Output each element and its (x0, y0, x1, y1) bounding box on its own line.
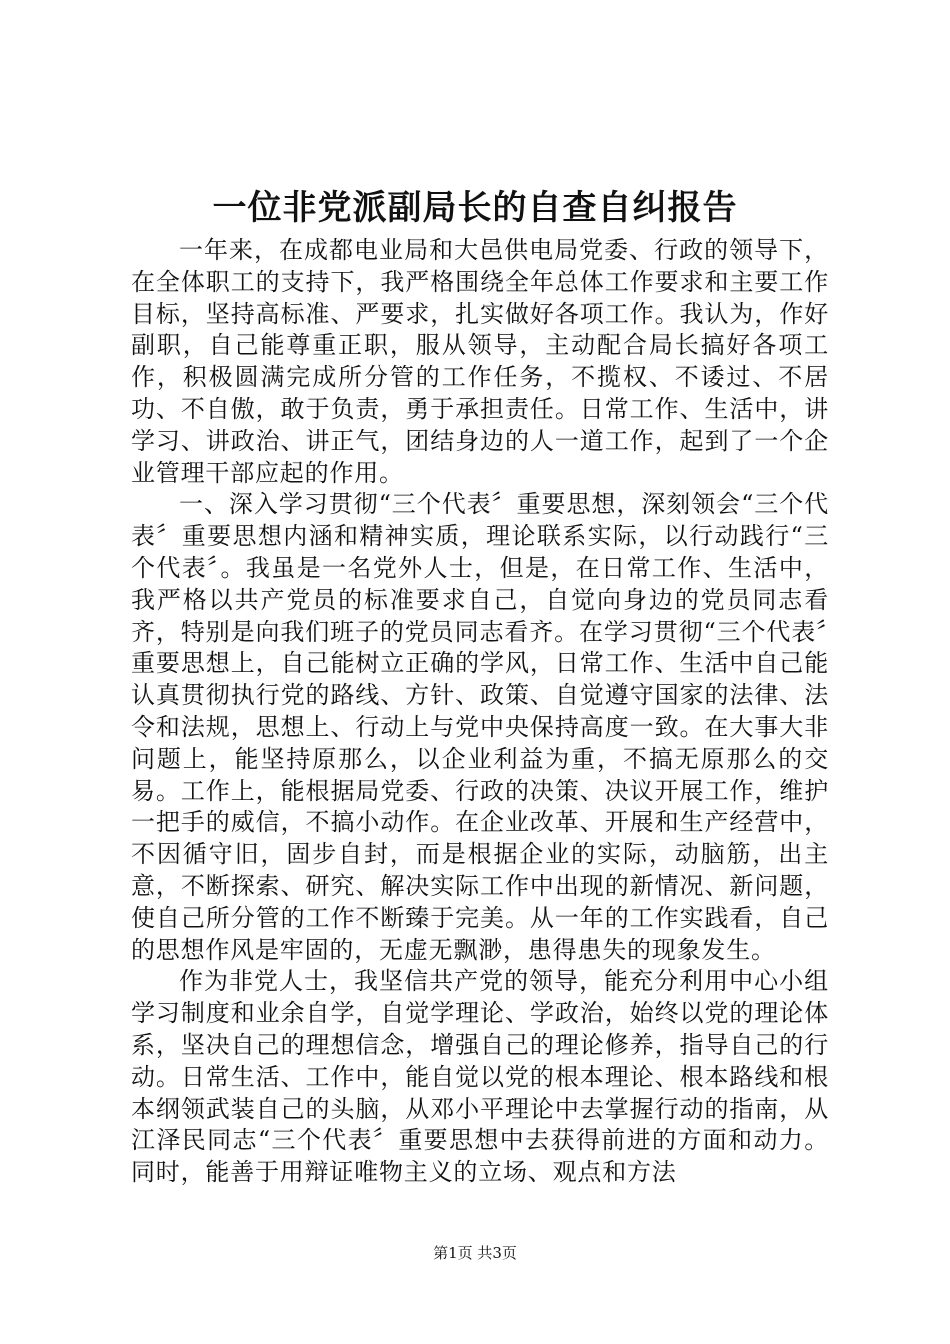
page-total: 共3页 (477, 1244, 517, 1262)
page-footer (0, 1243, 950, 1263)
paragraph-non-party-study: 作为非党人士，我坚信共产党的领导，能充分利用中心小组学习制度和业余自学，自觉学理论、学政治，始终以党的理论体系，坚决自己的理想信念，增强自己的理论修养，指导自己的行动。日常生活、工作中，能自觉以党的根本理论、根本路线和根本纲领武装自己的头脑，从邓小平理论中去掌握行动的指南，从江泽民同志“三个代表〞重要思想中去获得前进的方面和动力。同时，能善于用辩证唯物主义的立场、观点和方法 (131, 967, 829, 1187)
page-number: 第1页 (433, 1244, 473, 1262)
document-title: 一位非党派副局长的自查自纠报告 (212, 188, 738, 228)
paragraph-intro: 一年来，在成都电业局和大邑供电局党委、行政的领导下，在全体职工的支持下，我严格围绕全年总体工作要求和主要工作目标，坚持高标准、严要求，扎实做好各项工作。我认为，作好副职，自己能尊重正职，服从领导，主动配合局长搞好各项工作，积极圆满完成所分管的工作任务，不揽权、不诿过、不居功、不自傲，敢于负责，勇于承担责任。日常工作、生活中，讲学习、讲政治、讲正气，团结身边的人一道工作，起到了一个企业管理干部应起的作用。 (131, 236, 829, 487)
document-body (131, 235, 829, 1189)
paragraph-section-one: 一、深入学习贯彻“三个代表〞重要思想，深刻领会“三个代表〞重要思想内涵和精神实质，理论联系实际，以行动践行“三个代表〞。我虽是一名党外人士，但是，在日常工作、生活中，我严格以共产党员的标准要求自己，自觉向身边的党员同志看齐，特别是向我们班子的党员同志看齐。在学习贯彻“三个代表〞重要思想上，自己能树立正确的学风，日常工作、生活中自己能认真贯彻执行党的路线、方针、政策、自觉遵守国家的法律、法令和法规，思想上、行动上与党中央保持高度一致。在大事大非问题上，能坚持原那么，以企业利益为重，不搞无原那么的交易。工作上，能根据局党委、行政的决策、决议开展工作，维护一把手的威信，不搞小动作。在企业改革、开展和生产经营中，不因循守旧，固步自封，而是根据企业的实际，动脑筋，出主意，不断探索、研究、解决实际工作中出现的新情况、新问题，使自己所分管的工作不断臻于完美。从一年的工作实践看，自己的思想作风是牢固的，无虚无飘渺，患得患失的现象发生。 (131, 490, 829, 964)
